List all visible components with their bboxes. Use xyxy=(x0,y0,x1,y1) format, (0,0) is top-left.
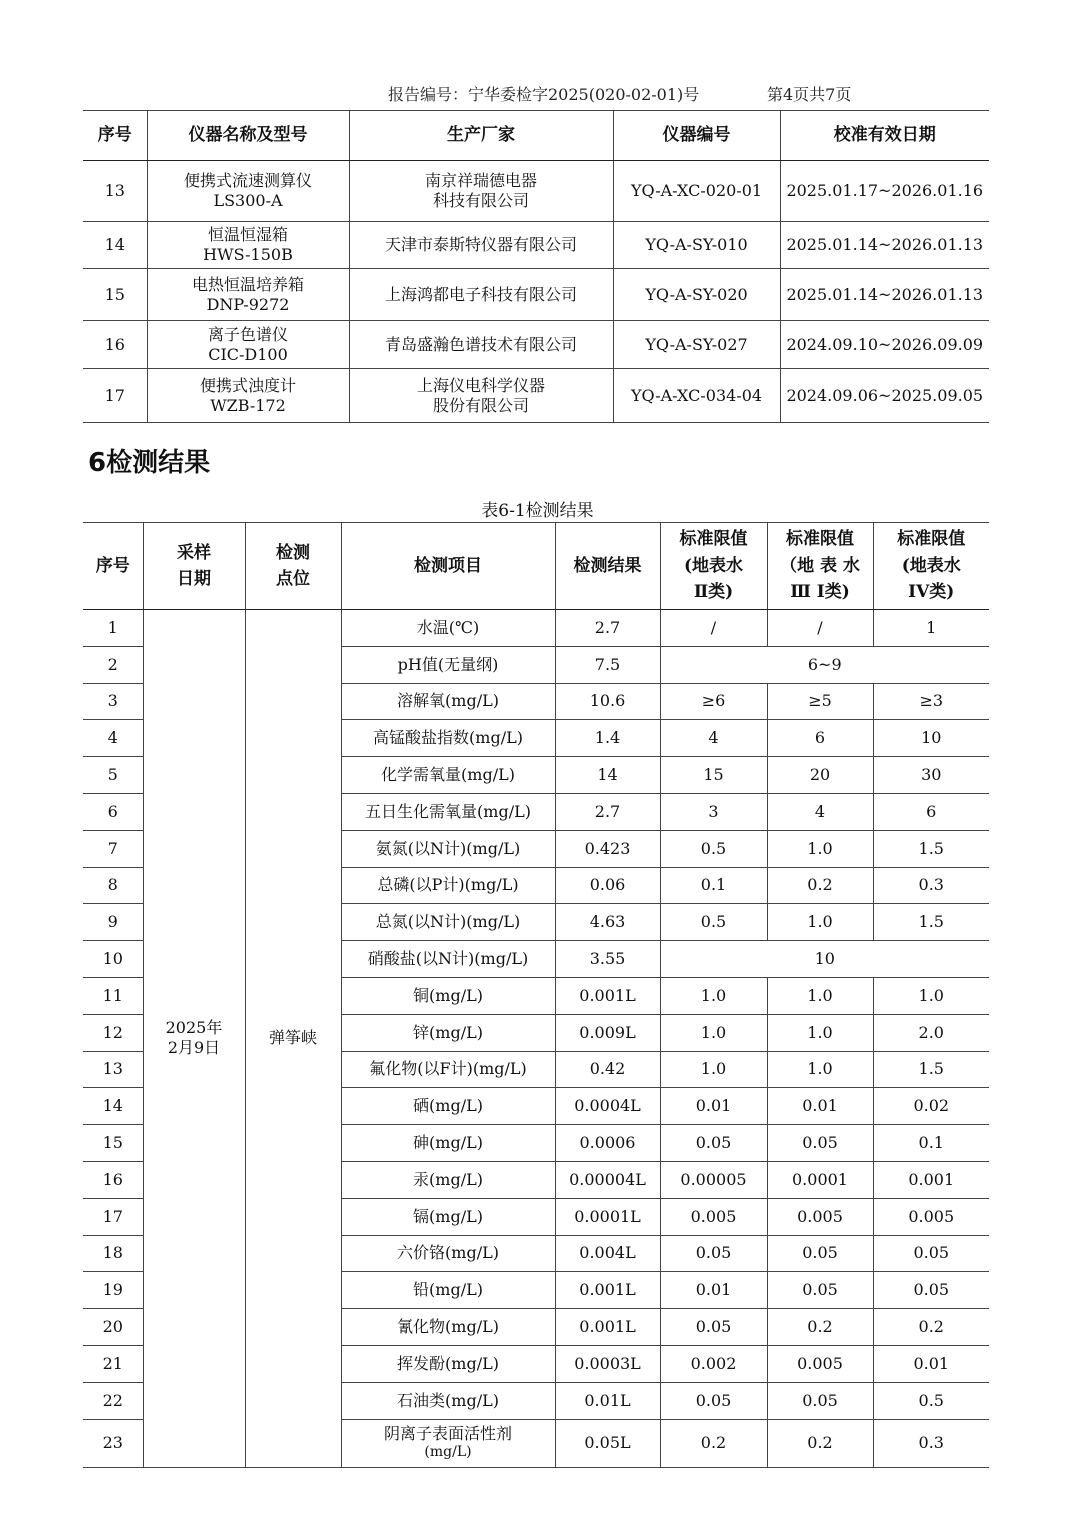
std-class4-cell: 0.3 xyxy=(873,867,989,904)
maker-cell xyxy=(349,161,613,222)
instrument-name: 恒温恒湿箱 xyxy=(207,225,288,244)
item-cell: 铅(mg/L) xyxy=(341,1272,555,1309)
header-line: Ⅲ I类) xyxy=(790,582,850,603)
row-no: 14 xyxy=(83,1088,143,1125)
row-no: 21 xyxy=(83,1345,143,1382)
header-line: 标准限值 xyxy=(897,529,966,550)
calib-date: 2024.09.06~2025.09.05 xyxy=(780,369,989,423)
table-row xyxy=(83,222,989,269)
std-class4-cell: 0.01 xyxy=(873,1345,989,1382)
page-info: 第4页共7页 xyxy=(767,85,852,104)
col-header-code: 仪器编号 xyxy=(613,111,780,161)
row-no: 3 xyxy=(83,683,143,720)
maker-cell: 天津市泰斯特仪器有限公司 xyxy=(349,222,613,269)
table-row xyxy=(83,269,989,321)
row-no: 16 xyxy=(83,1161,143,1198)
std-class2-cell: 0.05 xyxy=(660,1309,767,1346)
header-line: IV类) xyxy=(908,582,955,603)
result-cell: 4.63 xyxy=(555,904,660,941)
std-class2-cell: 0.05 xyxy=(660,1235,767,1272)
item-cell: 化学需氧量(mg/L) xyxy=(341,757,555,794)
std-class4-cell: 0.5 xyxy=(873,1382,989,1419)
std-class2-cell: 0.05 xyxy=(660,1382,767,1419)
table-caption: 表6-1检测结果 xyxy=(481,501,594,521)
std-class4-cell: 0.005 xyxy=(873,1198,989,1235)
col-header-std-class3 xyxy=(767,523,873,610)
instrument-cell xyxy=(147,269,349,321)
std-class3-cell: 1.0 xyxy=(767,1014,873,1051)
item-cell: 铜(mg/L) xyxy=(341,977,555,1014)
instrument-model: WZB-172 xyxy=(210,395,286,415)
std-class4-cell: 1.5 xyxy=(873,830,989,867)
item-cell: 砷(mg/L) xyxy=(341,1125,555,1162)
result-cell: 7.5 xyxy=(555,646,660,683)
row-no: 15 xyxy=(83,1125,143,1162)
std-class4-cell: 0.1 xyxy=(873,1125,989,1162)
instrument-model: CIC-D100 xyxy=(208,344,288,364)
item-cell: 挥发酚(mg/L) xyxy=(341,1345,555,1382)
std-class4-cell: 10 xyxy=(873,720,989,757)
maker-cell: 青岛盛瀚色谱技术有限公司 xyxy=(349,321,613,369)
std-class4-cell: 6 xyxy=(873,793,989,830)
instrument-code: YQ-A-XC-020-01 xyxy=(613,161,780,222)
item-line: 阴离子表面活性剂 xyxy=(383,1424,512,1444)
std-class2-cell: 1.0 xyxy=(660,1051,767,1088)
col-header-item: 检测项目 xyxy=(341,523,555,610)
maker-cell xyxy=(349,369,613,423)
std-class3-cell: ≥5 xyxy=(767,683,873,720)
header-line: (地表水 xyxy=(901,555,961,576)
col-header-instrument: 仪器名称及型号 xyxy=(147,111,349,161)
std-class3-cell: 0.2 xyxy=(767,1309,873,1346)
row-no: 13 xyxy=(83,161,147,222)
std-class2-cell: 0.2 xyxy=(660,1419,767,1467)
std-class2-cell: 3 xyxy=(660,793,767,830)
header-line: 标准限值 xyxy=(786,529,854,550)
sample-date-line: 2025年 xyxy=(165,1018,223,1038)
std-class3-cell: 0.2 xyxy=(767,1419,873,1467)
item-cell: 高锰酸盐指数(mg/L) xyxy=(341,720,555,757)
instrument-name: 离子色谱仪 xyxy=(207,324,288,344)
std-class3-cell: 0.01 xyxy=(767,1088,873,1125)
col-header-no: 序号 xyxy=(83,111,147,161)
row-no: 19 xyxy=(83,1272,143,1309)
row-no: 1 xyxy=(83,610,143,647)
instrument-cell xyxy=(147,321,349,369)
result-cell: 0.42 xyxy=(555,1051,660,1088)
col-header-sample-date xyxy=(143,523,245,610)
instrument-model: LS300-A xyxy=(213,191,283,210)
result-cell: 0.0001L xyxy=(555,1198,660,1235)
instrument-code: YQ-A-SY-027 xyxy=(613,321,780,369)
header-line: 采样 xyxy=(177,542,211,563)
col-header-std-class2 xyxy=(660,523,767,610)
results-table xyxy=(83,522,989,1468)
item-cell: 石油类(mg/L) xyxy=(341,1382,555,1419)
std-class3-cell: 0.005 xyxy=(767,1198,873,1235)
result-cell: 0.0004L xyxy=(555,1088,660,1125)
row-no: 17 xyxy=(83,369,147,423)
std-class2-cell: 0.01 xyxy=(660,1088,767,1125)
header-line: (地表水 xyxy=(683,555,744,576)
result-cell: 1.4 xyxy=(555,720,660,757)
std-class4-cell: 2.0 xyxy=(873,1014,989,1051)
instrument-code: YQ-A-SY-020 xyxy=(613,269,780,321)
instrument-cell xyxy=(147,369,349,423)
row-no: 7 xyxy=(83,830,143,867)
sample-date-line: 2月9日 xyxy=(167,1038,221,1058)
result-cell: 0.0003L xyxy=(555,1345,660,1382)
instrument-code: YQ-A-SY-010 xyxy=(613,222,780,269)
result-cell: 2.7 xyxy=(555,793,660,830)
result-cell: 0.001L xyxy=(555,1309,660,1346)
item-cell: 水温(℃) xyxy=(341,610,555,647)
item-cell: 氟化物(以F计)(mg/L) xyxy=(341,1051,555,1088)
row-no: 20 xyxy=(83,1309,143,1346)
std-class3-cell: 1.0 xyxy=(767,977,873,1014)
calib-date: 2025.01.14~2026.01.13 xyxy=(780,222,989,269)
std-class3-cell: 1.0 xyxy=(767,904,873,941)
col-header-maker: 生产厂家 xyxy=(349,111,613,161)
table-row xyxy=(83,321,989,369)
item-cell: 氰化物(mg/L) xyxy=(341,1309,555,1346)
table-row xyxy=(83,369,989,423)
instrument-cell xyxy=(147,222,349,269)
result-cell: 0.001L xyxy=(555,1272,660,1309)
item-cell: 氨氮(以N计)(mg/L) xyxy=(341,830,555,867)
instrument-table xyxy=(83,110,989,423)
sample-date-cell xyxy=(143,610,245,1468)
std-class4-cell: 0.2 xyxy=(873,1309,989,1346)
std-class4-cell: 1.5 xyxy=(873,1051,989,1088)
result-cell: 10.6 xyxy=(555,683,660,720)
std-class2-cell: 0.1 xyxy=(660,867,767,904)
maker-cell: 上海鸿都电子科技有限公司 xyxy=(349,269,613,321)
row-no: 23 xyxy=(83,1419,143,1467)
calib-date: 2025.01.17~2026.01.16 xyxy=(780,161,989,222)
result-cell: 0.06 xyxy=(555,867,660,904)
col-header-no: 序号 xyxy=(83,523,143,610)
result-cell: 14 xyxy=(555,757,660,794)
std-class3-cell: 0.05 xyxy=(767,1272,873,1309)
col-header-result: 检测结果 xyxy=(555,523,660,610)
row-no: 18 xyxy=(83,1235,143,1272)
std-class4-cell: 1.0 xyxy=(873,977,989,1014)
row-no: 10 xyxy=(83,941,143,978)
maker-line: 股份有限公司 xyxy=(432,395,529,415)
std-class2-cell: 0.005 xyxy=(660,1198,767,1235)
result-cell: 0.01L xyxy=(555,1382,660,1419)
std-class4-cell: 0.02 xyxy=(873,1088,989,1125)
maker-line: 南京祥瑞德电器 xyxy=(424,171,537,190)
header-line: 日期 xyxy=(177,569,211,589)
result-cell: 0.0006 xyxy=(555,1125,660,1162)
instrument-name: 便携式流速测算仪 xyxy=(183,171,312,190)
std-class2-cell: 0.05 xyxy=(660,1125,767,1162)
report-header xyxy=(0,82,1075,104)
row-no: 2 xyxy=(83,646,143,683)
std-class2-cell: 0.002 xyxy=(660,1345,767,1382)
row-no: 15 xyxy=(83,269,147,321)
item-cell: 五日生化需氧量(mg/L) xyxy=(341,793,555,830)
row-no: 8 xyxy=(83,867,143,904)
result-cell: 3.55 xyxy=(555,941,660,978)
std-class2-cell: 15 xyxy=(660,757,767,794)
table-row xyxy=(83,610,989,647)
result-cell: 0.00004L xyxy=(555,1161,660,1198)
item-cell: 溶解氧(mg/L) xyxy=(341,683,555,720)
header-line: Ⅱ类) xyxy=(693,582,734,603)
std-class3-cell: 0.005 xyxy=(767,1345,873,1382)
maker-line: 上海仪电科学仪器 xyxy=(416,375,545,395)
item-cell xyxy=(341,1419,555,1467)
std-class3-cell: 0.05 xyxy=(767,1235,873,1272)
std-class2-cell: 0.5 xyxy=(660,830,767,867)
item-cell: 硒(mg/L) xyxy=(341,1088,555,1125)
std-class3-cell: 0.05 xyxy=(767,1125,873,1162)
std-class2-cell: 1.0 xyxy=(660,1014,767,1051)
std-merged-cell: 6~9 xyxy=(660,646,989,683)
std-class2-cell: 4 xyxy=(660,720,767,757)
std-class2-cell: / xyxy=(660,610,767,647)
item-cell: 六价铬(mg/L) xyxy=(341,1235,555,1272)
header-line: 标准限值 xyxy=(679,529,748,550)
instrument-name: 便携式浊度计 xyxy=(199,375,296,395)
std-class3-cell: 0.0001 xyxy=(767,1161,873,1198)
std-class3-cell: 6 xyxy=(767,720,873,757)
std-class4-cell: 1.5 xyxy=(873,904,989,941)
item-cell: 总氮(以N计)(mg/L) xyxy=(341,904,555,941)
std-class3-cell: 1.0 xyxy=(767,1051,873,1088)
row-no: 5 xyxy=(83,757,143,794)
item-cell: 锌(mg/L) xyxy=(341,1014,555,1051)
std-class4-cell: ≥3 xyxy=(873,683,989,720)
std-class2-cell: 1.0 xyxy=(660,977,767,1014)
instrument-cell xyxy=(147,161,349,222)
calib-date: 2024.09.10~2026.09.09 xyxy=(780,321,989,369)
report-number: 报告编号：宁华委检字2025(020-02-01)号 xyxy=(388,85,700,104)
result-cell: 0.001L xyxy=(555,977,660,1014)
col-header-calib-date: 校准有效日期 xyxy=(780,111,989,161)
result-cell: 0.423 xyxy=(555,830,660,867)
std-class2-cell: ≥6 xyxy=(660,683,767,720)
result-cell: 0.004L xyxy=(555,1235,660,1272)
row-no: 22 xyxy=(83,1382,143,1419)
instrument-model: HWS-150B xyxy=(203,245,293,264)
item-unit: (mg/L) xyxy=(424,1444,472,1461)
std-merged-cell: 10 xyxy=(660,941,989,978)
header-line: 检测 xyxy=(276,542,310,563)
std-class4-cell: 30 xyxy=(873,757,989,794)
std-class3-cell: 0.05 xyxy=(767,1382,873,1419)
row-no: 17 xyxy=(83,1198,143,1235)
calib-date: 2025.01.14~2026.01.13 xyxy=(780,269,989,321)
header-line: 点位 xyxy=(276,569,310,589)
item-cell: 总磷(以P计)(mg/L) xyxy=(341,867,555,904)
std-class3-cell: 1.0 xyxy=(767,830,873,867)
std-class3-cell: 4 xyxy=(767,793,873,830)
row-no: 16 xyxy=(83,321,147,369)
row-no: 6 xyxy=(83,793,143,830)
std-class2-cell: 0.5 xyxy=(660,904,767,941)
result-cell: 2.7 xyxy=(555,610,660,647)
std-class4-cell: 0.05 xyxy=(873,1272,989,1309)
item-cell: 汞(mg/L) xyxy=(341,1161,555,1198)
header-line: （地 表 水 xyxy=(780,555,860,576)
results-table-header xyxy=(83,523,989,610)
section-title: 6检测结果 xyxy=(88,448,211,478)
std-class4-cell: 1 xyxy=(873,610,989,647)
row-no: 12 xyxy=(83,1014,143,1051)
site-cell: 弹筝峡 xyxy=(245,610,341,1468)
row-no: 9 xyxy=(83,904,143,941)
maker-line: 科技有限公司 xyxy=(432,191,529,210)
std-class3-cell: 0.2 xyxy=(767,867,873,904)
std-class4-cell: 0.3 xyxy=(873,1419,989,1467)
col-header-site xyxy=(245,523,341,610)
std-class2-cell: 0.00005 xyxy=(660,1161,767,1198)
std-class4-cell: 0.05 xyxy=(873,1235,989,1272)
instrument-code: YQ-A-XC-034-04 xyxy=(613,369,780,423)
std-class4-cell: 0.001 xyxy=(873,1161,989,1198)
row-no: 14 xyxy=(83,222,147,269)
row-no: 13 xyxy=(83,1051,143,1088)
std-class2-cell: 0.01 xyxy=(660,1272,767,1309)
std-class3-cell: / xyxy=(767,610,873,647)
std-class3-cell: 20 xyxy=(767,757,873,794)
item-cell: pH值(无量纲) xyxy=(341,646,555,683)
item-cell: 镉(mg/L) xyxy=(341,1198,555,1235)
row-no: 4 xyxy=(83,720,143,757)
instrument-name: 电热恒温培养箱 xyxy=(191,274,304,294)
instrument-model: DNP-9272 xyxy=(206,294,290,314)
table-row xyxy=(83,161,989,222)
item-cell: 硝酸盐(以N计)(mg/L) xyxy=(341,941,555,978)
col-header-std-class4 xyxy=(873,523,989,610)
result-cell: 0.05L xyxy=(555,1419,660,1467)
result-cell: 0.009L xyxy=(555,1014,660,1051)
row-no: 11 xyxy=(83,977,143,1014)
instrument-table-header xyxy=(83,111,989,161)
